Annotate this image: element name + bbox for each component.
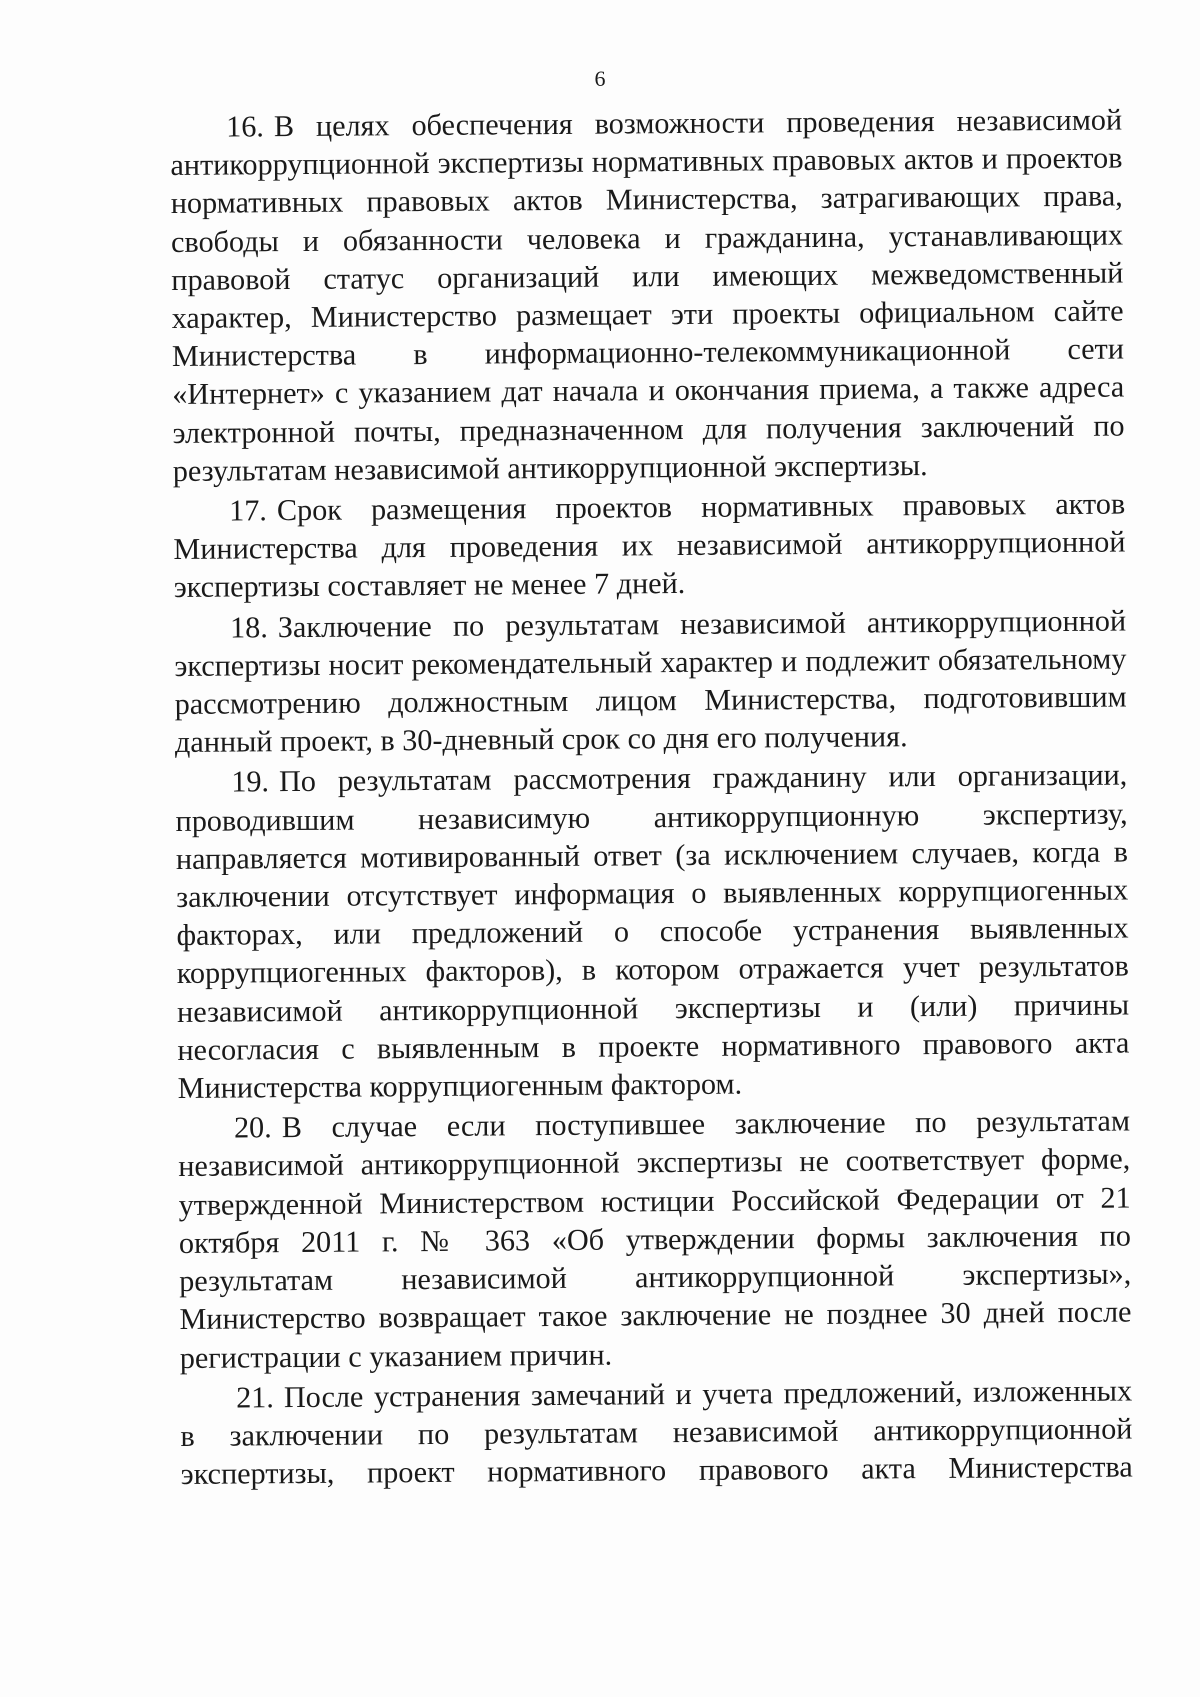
paragraph-17 bbox=[173, 485, 1126, 607]
paragraph-text: После устранения замечаний и учета предложений, изложенных в заключении по результатам независимой антикоррупционной экспертизы, проект нормативного правового акта Министерства bbox=[180, 1373, 1133, 1492]
paragraph-text: По результатам рассмотрения гражданину или организации, проводившим независимую антикоррупционную экспертизу, направляется мотивированный ответ (за исключением случаев, когда в заключении отсутствует информация о выявленных коррупциогенных факторах, или предложений о способе устранения выявленных коррупциогенных факторов), в котором отражается учет результатов независимой антикоррупционной экспертизы и (или) причины несогласия с выявленным в проекте нормативного правового акта Министерства коррупциогенным фактором. bbox=[175, 757, 1130, 1106]
paragraph-text: В целях обеспечения возможности проведения независимой антикоррупционной экспертизы нормативных правовых актов и проектов нормативных правовых актов Министерства, затрагивающих права, свободы и обязанности человека и гражданина, устанавливающих правовой статус организаций или имеющих межведомственный характер, Министерство размещает эти проекты официальном сайте Министерства в информационно-телекоммуникационной сети «Интернет» с указанием дат начала и окончания приема, а также адреса электронной почты, предназначенном для получения заключений по результатам независимой антикоррупционной экспертизы. bbox=[170, 102, 1125, 488]
paragraph-number: 17. bbox=[229, 493, 268, 528]
paragraph-20 bbox=[178, 1102, 1132, 1377]
paragraph-number: 20. bbox=[233, 1110, 272, 1145]
paragraph-number: 19. bbox=[231, 764, 270, 799]
document-body bbox=[170, 101, 1133, 1496]
paragraph-18 bbox=[174, 601, 1127, 761]
paragraph-21 bbox=[180, 1371, 1133, 1493]
paragraph-number: 21. bbox=[235, 1379, 274, 1415]
page-number: 6 bbox=[594, 66, 606, 91]
paragraph-text: В случае если поступившее заключение по результатам независимой антикоррупционной экспертизы не соответствует форме, утвержденной Министерством юстиции Российской Федерации от 21 октября 2011 г. № 363 «Об утверждении формы заключения по результатам независимой антикоррупционной экспертизы», Министерство возвращает такое заключение не позднее 30 дней после регистрации с указанием причин. bbox=[178, 1103, 1132, 1375]
paragraph-text: Срок размещения проектов нормативных правовых актов Министерства для проведения их независимой антикоррупционной экспертизы составляет не менее 7 дней. bbox=[173, 486, 1126, 605]
paragraph-number: 18. bbox=[229, 609, 268, 645]
paragraph-text: Заключение по результатам независимой антикоррупционной экспертизы носит рекомендательный характер и подлежит обязательному рассмотрению должностным лицом Министерства, подготовившим данный проект, в 30-дневный срок со дня его получения. bbox=[174, 603, 1127, 760]
paragraph-19 bbox=[175, 756, 1130, 1107]
paragraph-number: 16. bbox=[226, 109, 265, 144]
paragraph-16 bbox=[170, 101, 1125, 490]
